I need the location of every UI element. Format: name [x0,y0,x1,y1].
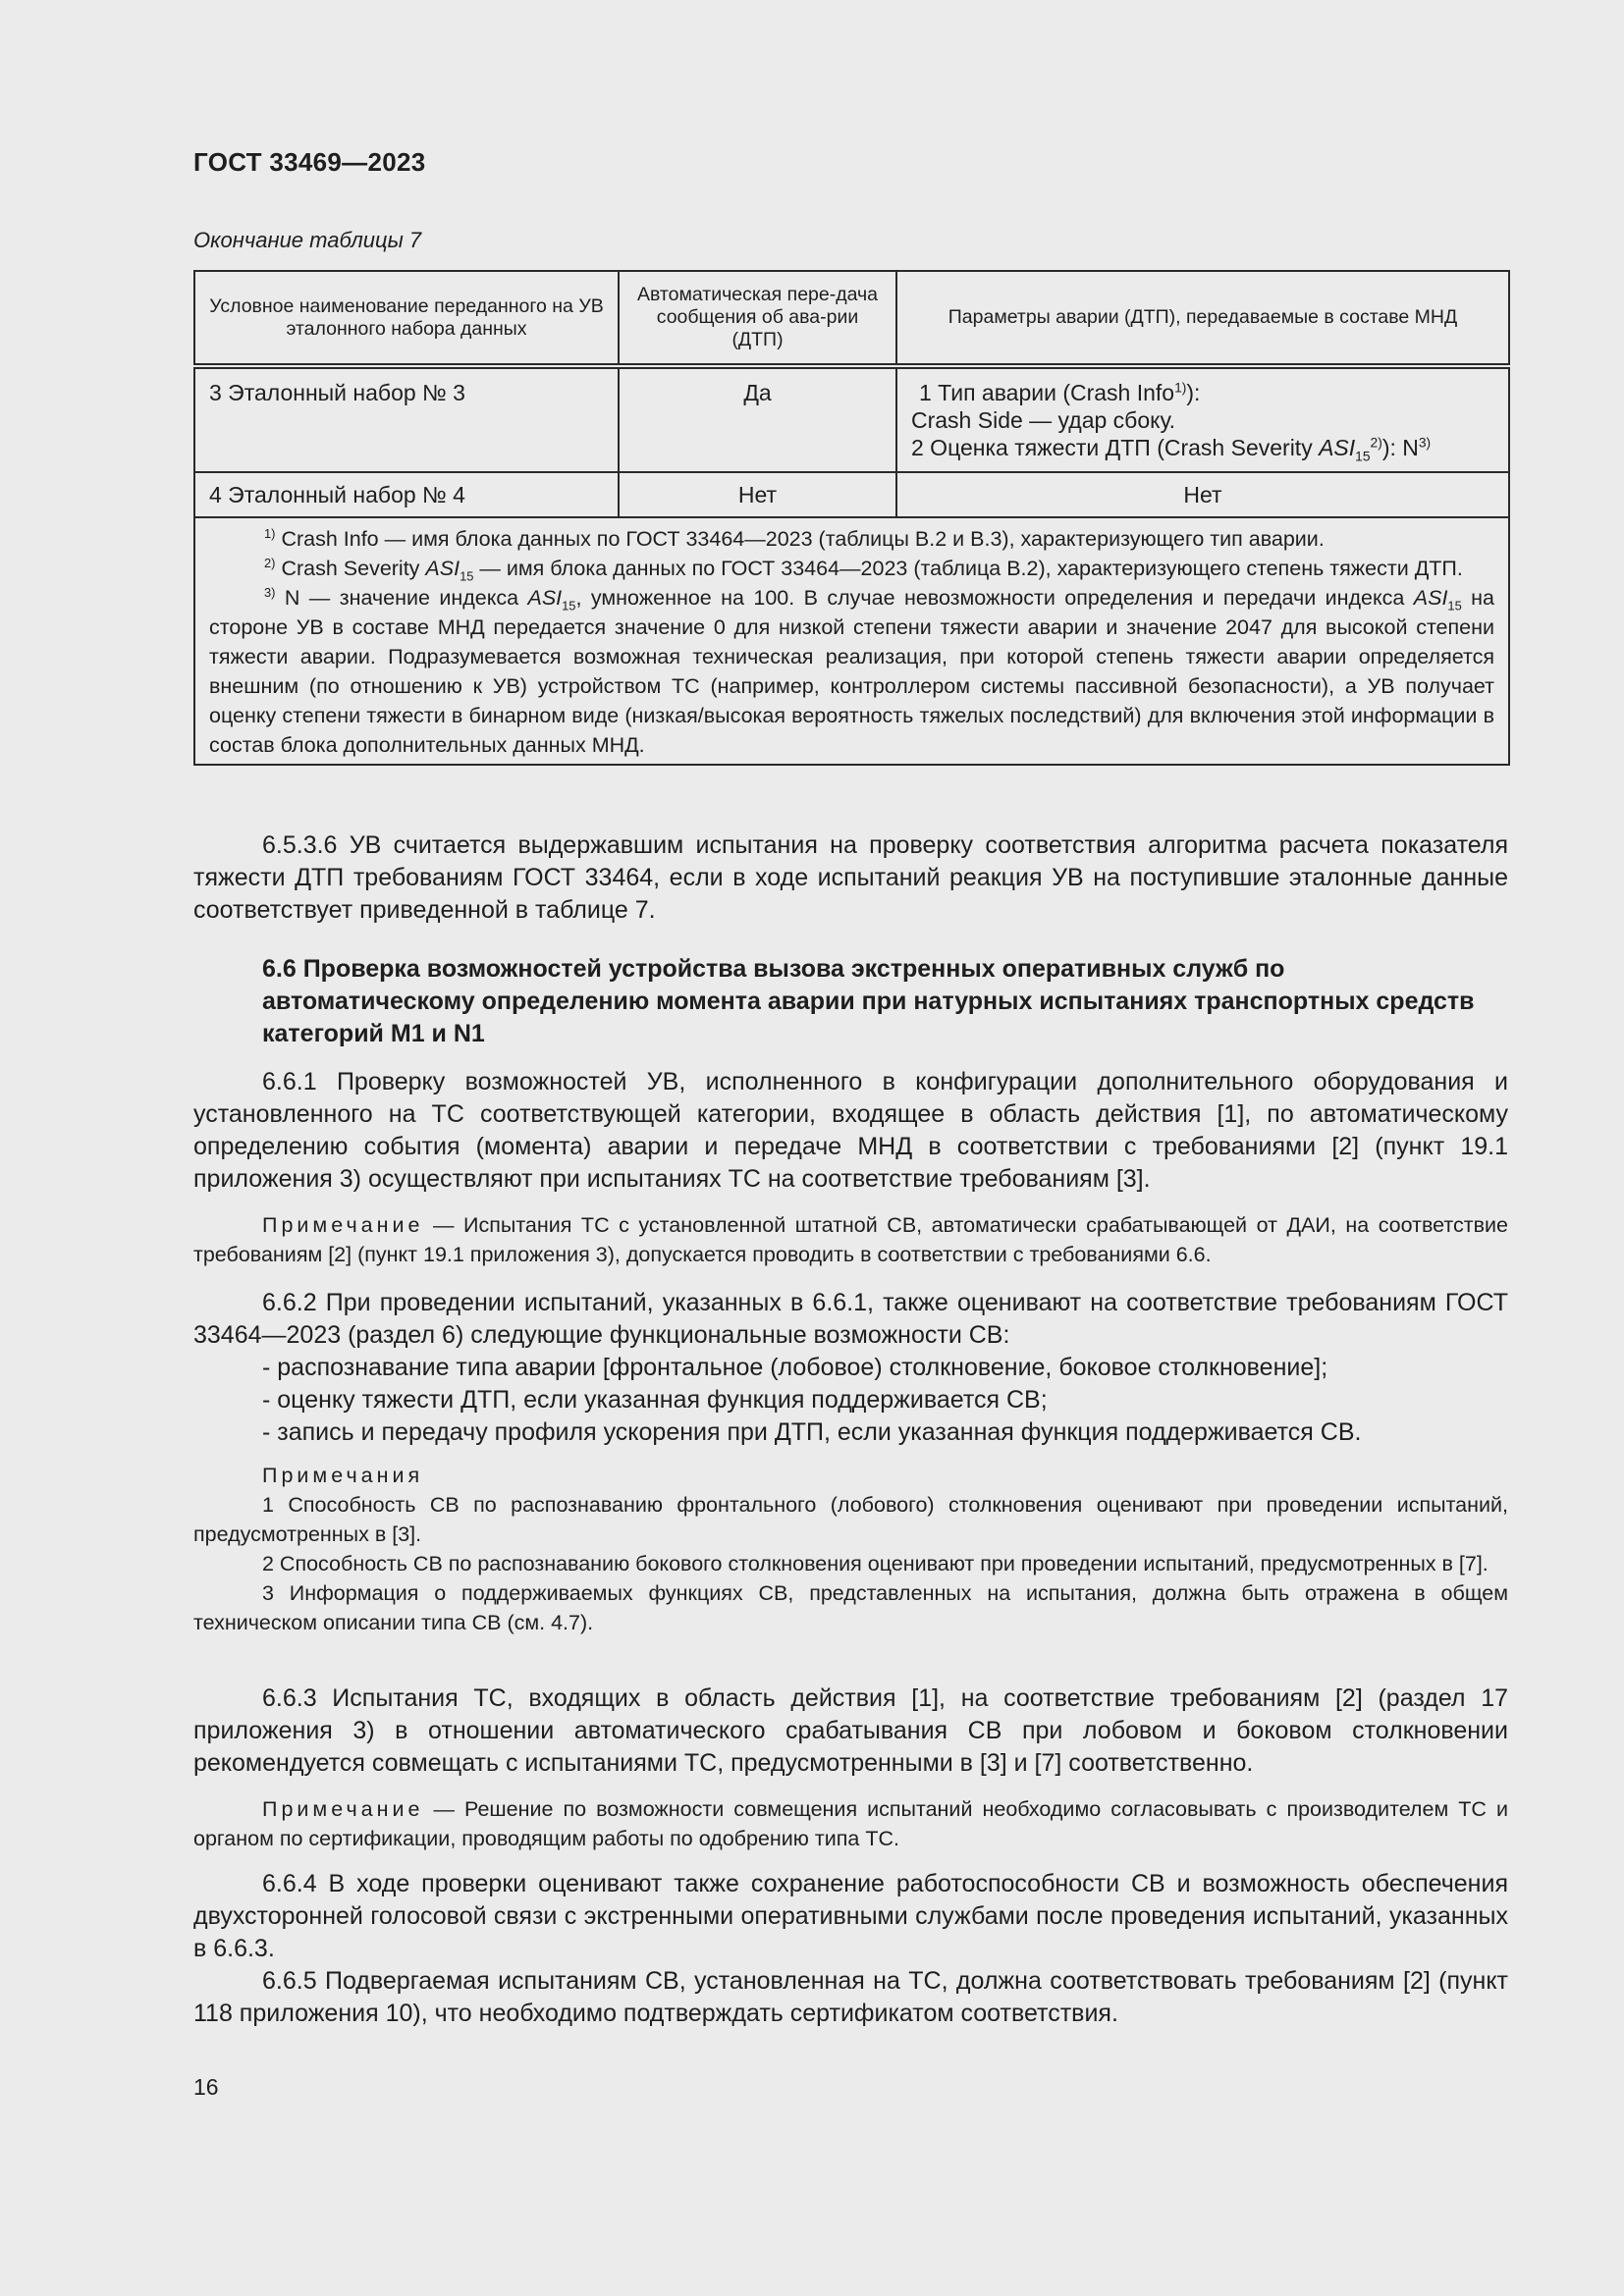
footnote-2: $^{2)}$ Crash Severity $ASI_{15}$ — имя блока данных по ГОСТ 33464—2023 (таблица В.2), характеризующего степень тяжести ДТП. [264,555,1463,584]
row-params: Нет [896,472,1509,517]
note-label: Примечание [262,1797,424,1821]
list-item: - запись и передачу профиля ускорения при ДТП, если указанная функция поддерживается СВ. [262,1418,1362,1446]
row-params: 1 Тип аварии (Crash Info$^{1)}$): Crash Side — удар сбоку. 2 Оценка тяжести ДТП (Crash Severity $ASI_{15}^{2)}$): $N^{3)}$ [896,366,1509,472]
table-header-row [194,271,1509,366]
note-item: 1 Способность СВ по распознаванию фронтального (лобового) столкновения оценивают при проведении испытаний, предусмотренных в [3]. [193,1493,1508,1546]
table-7 [193,270,1510,766]
paragraph-6-5-3-6: 6.5.3.6 УВ считается выдержавшим испытания на проверку соответствия алгоритма расчета показателя тяжести ДТП требованиям ГОСТ 33464, если в ходе испытаний реакция УВ на поступившие эталонные данные соответствует приведенной в таблице 7. [193,831,1508,924]
page-number: 16 [193,2074,219,2100]
row-transfer: Нет [619,472,896,517]
paragraph-6-6-5: 6.6.5 Подвергаемая испытаниям СВ, установленная на ТС, должна соответствовать требованиям [2] (пункт 118 приложения 10), что необходимо подтверждать сертификатом соответствия. [193,1967,1508,2027]
column-header-name: Условное наименование переданного на УВ эталонного набора данных [194,271,619,366]
section-heading-6-6: 6.6 Проверка возможностей устройства вызова экстренных оперативных служб по автоматическому определению момента аварии при натурных испытаниях транспортных средств категорий М1 и N1 [262,955,1475,1047]
note-1: Примечание — Испытания ТС с установленной штатной СВ, автоматически срабатывающей от ДАИ, на соответствие требованиям [2] (пункт 19.1 приложения 3), допускается проводить в соответствии с требованиями 6.6. [193,1213,1508,1266]
paragraph-6-6-4: 6.6.4 В ходе проверки оценивают также сохранение работоспособности СВ и возможность обеспечения двухсторонней голосовой связи с экстренными оперативными службами после проведения испытаний, указанных в 6.6.3. 6.6.5 Подвергаемая испытаниям СВ, установленная на ТС, должна соответствовать требованиям [2] (пункт 118 приложения 10), что необходимо подтверждать сертификатом соответствия. [193,1868,1508,2030]
paragraph-6-6-3: 6.6.3 Испытания ТС, входящих в область действия [1], на соответствие требованиям [2] (раздел 17 приложения 3) в отношении автоматического срабатывания СВ при лобовом и боковом столкновении рекомендуется совмещать с испытаниями ТС, предусмотренными в [3] и [7] соответственно. [193,1684,1508,1777]
document-header: ГОСТ 33469—2023 [193,147,426,177]
function-list [262,1352,1508,1449]
column-header-params: Параметры аварии (ДТП), передаваемые в составе МНД [896,271,1509,366]
note-2: Примечание — Решение по возможности совмещения испытаний необходимо согласовывать с производителем ТС и органом по сертификации, проводящим работы по одобрению типа ТС. [193,1797,1508,1850]
notes-label: Примечания [262,1464,424,1487]
table-caption: Окончание таблицы 7 [193,228,422,252]
footnote-3: $^{3)}$ N — значение индекса $ASI_{15}$, умноженное на 100. В случае невозможности определения и передачи индекса $ASI_{15}$ на стороне УВ в составе МНД передается значение 0 для низкой степени тяжести аварии и значение 2047 для высокой степени тяжести аварии. Подразумевается возможная техническая реализация, при которой степень тяжести аварии определяется внешним (по отношению к УВ) устройством ТС (например, контроллером системы пассивной безопасности), а УВ получает оценку степени тяжести в бинарном виде (низкая/высокая вероятность тяжелых последствий) для включения этой информации в состав блока дополнительных данных МНД. [209,584,1495,757]
note-item: 3 Информация о поддерживаемых функциях СВ, представленных на испытания, должна быть отражена в общем техническом описании типа СВ (см. 4.7). [193,1581,1508,1634]
table-footnotes [194,517,1509,765]
note-label: Примечание [262,1213,424,1237]
table-row [194,366,1509,472]
paragraph-6-6-1: 6.6.1 Проверку возможностей УВ, исполненного в конфигурации дополнительного оборудования и установленного на ТС соответствующей категории, входящее в область действия [1], по автоматическому определению события (момента) аварии и передаче МНД в соответствии с требованиями [2] (пункт 19.1 приложения 3) осуществляют при испытаниях ТС на соответствие требованиям [3]. [193,1068,1508,1193]
notes-block [193,1461,1508,1637]
footnote-1: $^{1)}$ Crash Info — имя блока данных по ГОСТ 33464—2023 (таблицы В.2 и В.3), характеризующего тип аварии. [264,525,1325,551]
list-item: - оценку тяжести ДТП, если указанная функция поддерживается СВ; [262,1386,1048,1414]
row-name: 3 Эталонный набор № 3 [194,366,619,472]
column-header-transfer: Автоматическая пере-дача сообщения об ава-рии (ДТП) [619,271,896,366]
row-transfer: Да [619,366,896,472]
row-name: 4 Эталонный набор № 4 [194,472,619,517]
list-item: - распознавание типа аварии [фронтальное (лобовое) столкновение, боковое столкновение]; [262,1354,1328,1381]
note-item: 2 Способность СВ по распознаванию бокового столкновения оценивают при проведении испытаний, предусмотренных в [7]. [262,1552,1489,1575]
table-row [194,472,1509,517]
paragraph-6-6-2: 6.6.2 При проведении испытаний, указанных в 6.6.1, также оценивают на соответствие требованиям ГОСТ 33464—2023 (раздел 6) следующие функциональные возможности СВ: [193,1289,1508,1349]
table-footnotes-row [194,517,1509,765]
